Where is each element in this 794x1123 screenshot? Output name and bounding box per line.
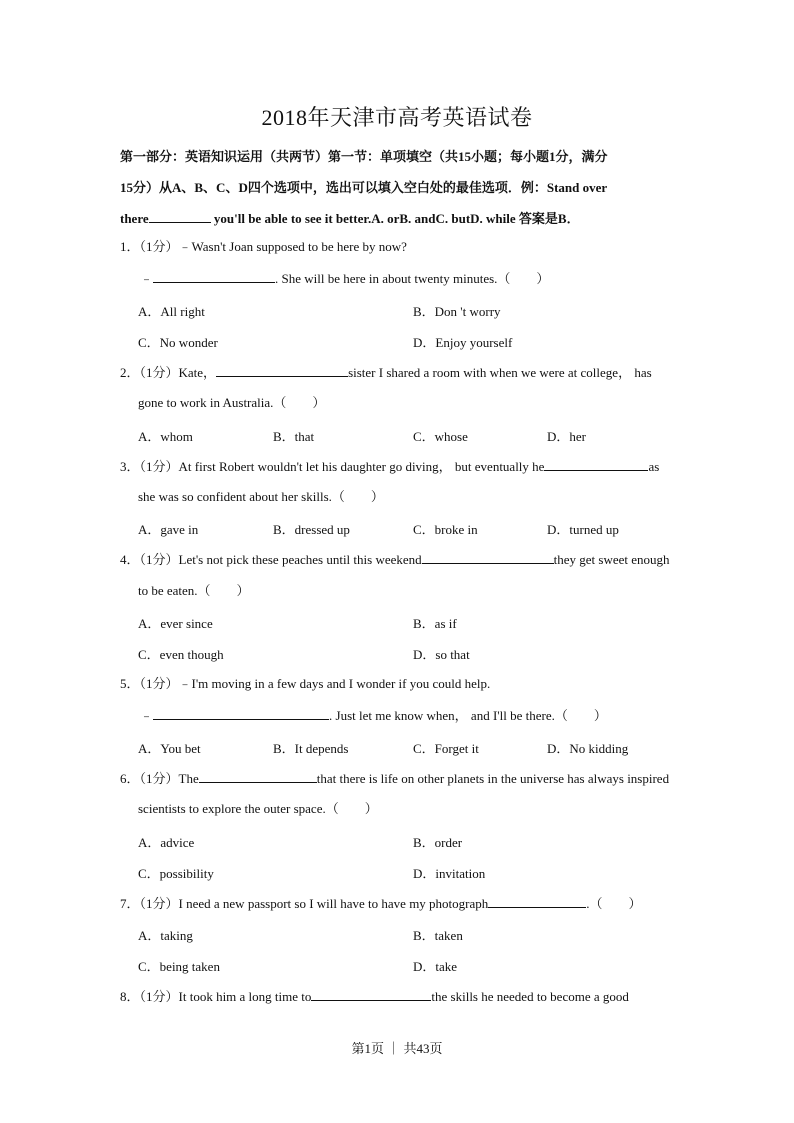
answer-blank: [153, 706, 329, 720]
example-text-end: you'll be able to see it better.A. orB. andC. butD. while 答案是B．: [210, 211, 580, 226]
question-5: [120, 675, 490, 693]
question-text: that there is life on other planets in the universe has always inspired: [316, 771, 670, 786]
question-text: . She will be here in about twenty minutes.（ ）: [275, 271, 550, 286]
section-instruction-line-1: 第一部分：英语知识运用（共两节）第一节：单项填空（共15小题；每小题1分，满分: [120, 149, 608, 164]
question-number: 6．（1分）: [120, 771, 179, 786]
option-d[interactable]: D．turned up: [547, 522, 619, 537]
page-title: 2018年天津市高考英语试卷: [261, 105, 533, 130]
answer-blank: [199, 769, 317, 783]
option-a[interactable]: A．ever since: [138, 616, 213, 631]
question-1-line-2: [140, 269, 549, 288]
option-a[interactable]: A．advice: [138, 835, 195, 850]
question-6-line-2: scientists to explore the outer space.（ ）: [138, 801, 378, 816]
question-number: 5．（1分）: [120, 676, 179, 691]
option-c[interactable]: C．whose: [413, 429, 468, 444]
question-text: ﹣: [140, 271, 154, 286]
question-text: Let's not pick these peaches until this weekend: [178, 552, 422, 567]
option-a[interactable]: A．whom: [138, 429, 193, 444]
option-c[interactable]: C．being taken: [138, 959, 220, 974]
question-number: 8．（1分）: [120, 989, 179, 1004]
option-d[interactable]: D．invitation: [413, 866, 486, 881]
question-4-line-2: to be eaten.（ ）: [138, 583, 250, 598]
option-b[interactable]: B．Don 't worry: [413, 304, 501, 319]
question-2-line-2: gone to work in Australia.（ ）: [138, 395, 326, 410]
option-a[interactable]: A．gave in: [138, 522, 199, 537]
option-b[interactable]: B．that: [273, 429, 315, 444]
answer-blank: [149, 209, 211, 223]
option-c[interactable]: C．broke in: [413, 522, 478, 537]
question-text: Kate，: [178, 365, 217, 380]
answer-blank: [153, 269, 275, 283]
option-d[interactable]: D．her: [547, 429, 586, 444]
option-c[interactable]: C．even though: [138, 647, 224, 662]
answer-blank: [311, 987, 431, 1001]
question-text: as: [648, 459, 660, 474]
question-number: 3．（1分）: [120, 459, 179, 474]
option-a[interactable]: A．You bet: [138, 741, 201, 756]
question-number: 7．（1分）: [120, 896, 179, 911]
option-b[interactable]: B．taken: [413, 928, 463, 943]
question-5-line-2: [140, 706, 607, 725]
question-3: [120, 457, 659, 476]
option-c[interactable]: C．No wonder: [138, 335, 218, 350]
question-1: [120, 238, 407, 256]
question-text: At first Robert wouldn't let his daughter go diving， but eventually he: [178, 459, 545, 474]
question-6: [120, 769, 669, 788]
option-c[interactable]: C．Forget it: [413, 741, 479, 756]
option-d[interactable]: D．Enjoy yourself: [413, 335, 513, 350]
option-b[interactable]: B．dressed up: [273, 522, 350, 537]
option-d[interactable]: D．take: [413, 959, 458, 974]
question-text: they get sweet enough: [553, 552, 670, 567]
question-text: ﹣I'm moving in a few days and I wonder if you could help.: [178, 676, 491, 691]
question-8: [120, 987, 629, 1006]
question-number: 4．（1分）: [120, 552, 179, 567]
answer-blank: [488, 894, 586, 908]
option-d[interactable]: D．No kidding: [547, 741, 629, 756]
option-b[interactable]: B．It depends: [273, 741, 349, 756]
question-text: sister I shared a room with when we were at college， has: [348, 365, 652, 380]
option-d[interactable]: D．so that: [413, 647, 470, 662]
question-text: It took him a long time to: [178, 989, 312, 1004]
question-text: .（ ）: [586, 896, 642, 911]
question-3-line-2: she was so confident about her skills.（ ）: [138, 489, 384, 504]
question-text: The: [178, 771, 199, 786]
question-7: [120, 894, 642, 913]
option-b[interactable]: B．order: [413, 835, 463, 850]
answer-blank: [544, 457, 648, 471]
section-instruction-line-3: [120, 208, 680, 227]
question-text: . Just let me know when， and I'll be there.（ ）: [329, 708, 607, 723]
answer-blank: [216, 363, 348, 377]
question-2: [120, 363, 652, 382]
example-text-start: there: [120, 211, 149, 226]
question-text: ﹣Wasn't Joan supposed to be here by now?: [178, 239, 407, 254]
option-a[interactable]: A．taking: [138, 928, 193, 943]
question-text: I need a new passport so I will have to have my photograph: [178, 896, 489, 911]
section-instruction-line-2: 15分）从A、B、C、D四个选项中，选出可以填入空白处的最佳选项．例：Stand over: [120, 180, 608, 195]
question-number: 2．（1分）: [120, 365, 179, 380]
option-b[interactable]: B．as if: [413, 616, 457, 631]
option-c[interactable]: C．possibility: [138, 866, 214, 881]
question-4: [120, 550, 670, 569]
option-a[interactable]: A．All right: [138, 304, 205, 319]
question-number: 1．（1分）: [120, 239, 179, 254]
question-text: ﹣: [140, 708, 154, 723]
page-footer: 第1页 ｜ 共43页: [351, 1041, 443, 1056]
question-text: the skills he needed to become a good: [431, 989, 629, 1004]
answer-blank: [422, 550, 554, 564]
